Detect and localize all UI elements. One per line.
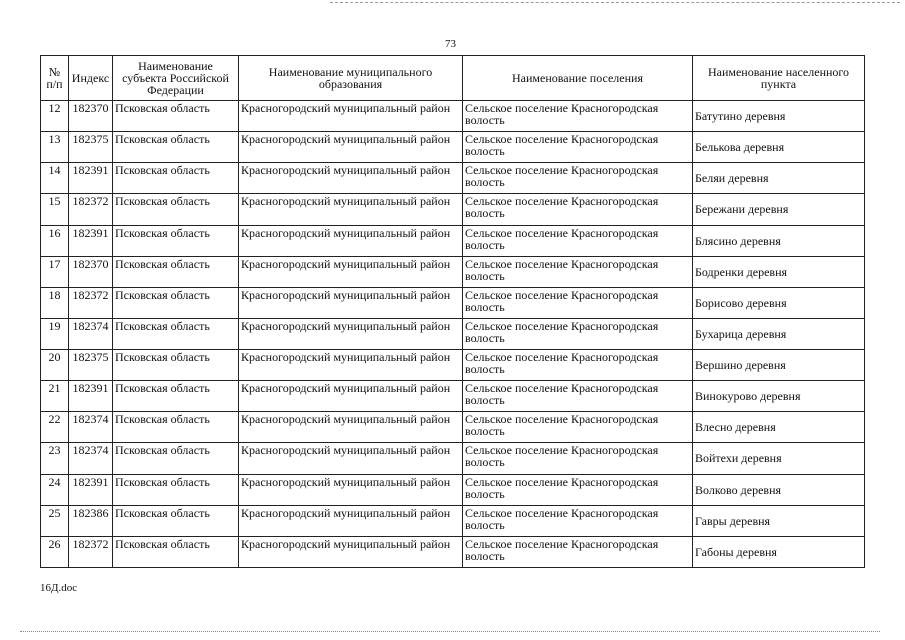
cell-subject: Псковская область <box>113 505 239 536</box>
cell-settlement: Сельское поселение Красногородская волость <box>463 381 693 412</box>
cell-number: 14 <box>41 163 69 194</box>
cell-municipality: Красногородский муниципальный район <box>239 350 463 381</box>
cell-settlement: Сельское поселение Красногородская волость <box>463 101 693 132</box>
cell-settlement: Сельское поселение Красногородская волость <box>463 443 693 474</box>
cell-subject: Псковская область <box>113 474 239 505</box>
page-number: 73 <box>445 38 456 50</box>
cell-municipality: Красногородский муниципальный район <box>239 287 463 318</box>
table-row <box>41 536 865 567</box>
cell-number: 12 <box>41 101 69 132</box>
cell-municipality: Красногородский муниципальный район <box>239 194 463 225</box>
table-row <box>41 350 865 381</box>
table-row <box>41 101 865 132</box>
cell-number: 18 <box>41 287 69 318</box>
cell-locality: Борисово деревня <box>693 287 865 318</box>
table-row <box>41 381 865 412</box>
cell-index: 182375 <box>69 132 113 163</box>
cell-settlement: Сельское поселение Красногородская волость <box>463 194 693 225</box>
cell-subject: Псковская область <box>113 163 239 194</box>
cell-settlement: Сельское поселение Красногородская волость <box>463 505 693 536</box>
cell-locality: Винокурово деревня <box>693 381 865 412</box>
cell-locality: Влесно деревня <box>693 412 865 443</box>
cell-municipality: Красногородский муниципальный район <box>239 536 463 567</box>
cell-index: 182372 <box>69 194 113 225</box>
table-row <box>41 225 865 256</box>
cell-index: 182372 <box>69 287 113 318</box>
cell-subject: Псковская область <box>113 381 239 412</box>
cell-municipality: Красногородский муниципальный район <box>239 163 463 194</box>
cell-municipality: Красногородский муниципальный район <box>239 381 463 412</box>
table-row <box>41 412 865 443</box>
cell-municipality: Красногородский муниципальный район <box>239 474 463 505</box>
table-row <box>41 132 865 163</box>
cell-subject: Псковская область <box>113 287 239 318</box>
cell-locality: Бодренки деревня <box>693 256 865 287</box>
cell-settlement: Сельское поселение Красногородская волость <box>463 287 693 318</box>
cell-subject: Псковская область <box>113 350 239 381</box>
cell-settlement: Сельское поселение Красногородская волость <box>463 256 693 287</box>
cell-index: 182374 <box>69 412 113 443</box>
cell-settlement: Сельское поселение Красногородская волость <box>463 474 693 505</box>
cell-number: 17 <box>41 256 69 287</box>
footer-filename: 16Д.doc <box>40 582 78 594</box>
cell-subject: Псковская область <box>113 536 239 567</box>
cell-settlement: Сельское поселение Красногородская волость <box>463 350 693 381</box>
cell-index: 182375 <box>69 350 113 381</box>
table-row <box>41 443 865 474</box>
cell-number: 26 <box>41 536 69 567</box>
cell-locality: Белькова деревня <box>693 132 865 163</box>
table-row <box>41 474 865 505</box>
cell-index: 182391 <box>69 163 113 194</box>
cell-subject: Псковская область <box>113 443 239 474</box>
cell-number: 24 <box>41 474 69 505</box>
cell-locality: Гавры деревня <box>693 505 865 536</box>
cell-municipality: Красногородский муниципальный район <box>239 101 463 132</box>
cell-municipality: Красногородский муниципальный район <box>239 318 463 349</box>
table-row <box>41 163 865 194</box>
cell-index: 182391 <box>69 225 113 256</box>
header-municipality: Наименование муниципального образования <box>239 56 463 101</box>
cell-subject: Псковская область <box>113 412 239 443</box>
settlements-table <box>40 55 865 568</box>
cell-index: 182386 <box>69 505 113 536</box>
cell-locality: Бухарица деревня <box>693 318 865 349</box>
scan-artifact-top <box>330 2 900 3</box>
table-body <box>41 101 865 568</box>
cell-index: 182391 <box>69 381 113 412</box>
cell-number: 16 <box>41 225 69 256</box>
cell-locality: Волково деревня <box>693 474 865 505</box>
header-index: Индекс <box>69 56 113 101</box>
cell-index: 182391 <box>69 474 113 505</box>
cell-index: 182374 <box>69 443 113 474</box>
cell-municipality: Красногородский муниципальный район <box>239 443 463 474</box>
cell-locality: Войтехи деревня <box>693 443 865 474</box>
cell-locality: Батутино деревня <box>693 101 865 132</box>
cell-settlement: Сельское поселение Красногородская волость <box>463 412 693 443</box>
table-header-row <box>41 56 865 101</box>
table-row <box>41 194 865 225</box>
cell-municipality: Красногородский муниципальный район <box>239 412 463 443</box>
cell-locality: Бережани деревня <box>693 194 865 225</box>
cell-subject: Псковская область <box>113 132 239 163</box>
cell-number: 25 <box>41 505 69 536</box>
cell-index: 182370 <box>69 256 113 287</box>
cell-number: 15 <box>41 194 69 225</box>
scan-artifact-bottom <box>20 631 880 632</box>
cell-locality: Блясино деревня <box>693 225 865 256</box>
cell-settlement: Сельское поселение Красногородская волость <box>463 163 693 194</box>
cell-subject: Псковская область <box>113 318 239 349</box>
cell-locality: Габоны деревня <box>693 536 865 567</box>
table-row <box>41 318 865 349</box>
cell-index: 182372 <box>69 536 113 567</box>
cell-locality: Вершино деревня <box>693 350 865 381</box>
cell-settlement: Сельское поселение Красногородская волость <box>463 132 693 163</box>
cell-number: 13 <box>41 132 69 163</box>
header-settlement: Наименование поселения <box>463 56 693 101</box>
cell-settlement: Сельское поселение Красногородская волость <box>463 225 693 256</box>
table-row <box>41 505 865 536</box>
cell-settlement: Сельское поселение Красногородская волость <box>463 536 693 567</box>
cell-locality: Беляи деревня <box>693 163 865 194</box>
cell-subject: Псковская область <box>113 194 239 225</box>
header-subject: Наименование субъекта Российской Федерации <box>113 56 239 101</box>
cell-subject: Псковская область <box>113 225 239 256</box>
cell-subject: Псковская область <box>113 101 239 132</box>
cell-municipality: Красногородский муниципальный район <box>239 505 463 536</box>
cell-number: 19 <box>41 318 69 349</box>
cell-number: 22 <box>41 412 69 443</box>
cell-municipality: Красногородский муниципальный район <box>239 225 463 256</box>
cell-municipality: Красногородский муниципальный район <box>239 132 463 163</box>
cell-index: 182374 <box>69 318 113 349</box>
cell-index: 182370 <box>69 101 113 132</box>
cell-number: 23 <box>41 443 69 474</box>
table-row <box>41 287 865 318</box>
table-row <box>41 256 865 287</box>
cell-subject: Псковская область <box>113 256 239 287</box>
cell-settlement: Сельское поселение Красногородская волость <box>463 318 693 349</box>
header-locality: Наименование населенного пункта <box>693 56 865 101</box>
cell-number: 20 <box>41 350 69 381</box>
header-number: № п/п <box>41 56 69 101</box>
cell-number: 21 <box>41 381 69 412</box>
cell-municipality: Красногородский муниципальный район <box>239 256 463 287</box>
